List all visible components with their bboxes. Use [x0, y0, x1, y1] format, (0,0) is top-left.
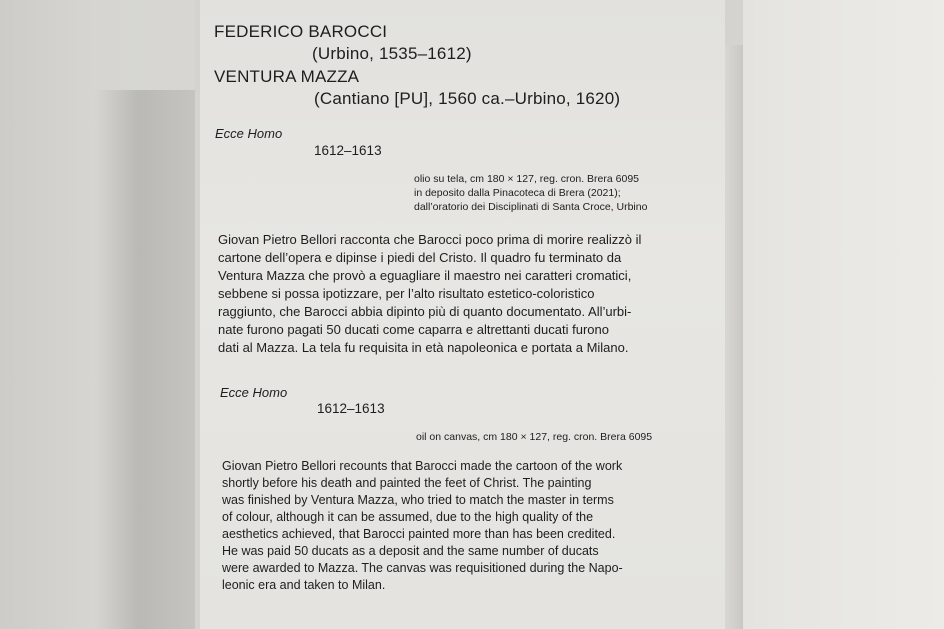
description-en [222, 458, 623, 594]
artwork-title-it: Ecce Homo [215, 126, 283, 141]
text-line-it: raggiunto, che Barocci abbia dipinto più di quanto documentato. All’urbi- [218, 304, 632, 319]
text-line-it: Ventura Mazza che provò a eguagliare il maestro nei caratteri cromatici, [218, 268, 632, 283]
text-line-it: cartone dell’opera e dipinse i piedi del Cristo. Il quadro fu terminato da [218, 250, 622, 265]
artwork-date-en: 1612–1613 [317, 401, 385, 416]
text-line-en: was finished by Ventura Mazza, who tried to match the master in terms [222, 493, 614, 507]
artwork-meta-en: oil on canvas, cm 180 × 127, reg. cron. Brera 6095 [416, 431, 653, 443]
label-panel-edge [725, 45, 743, 629]
text-line-en: aesthetics achieved, that Barocci painted more than has been credited. [222, 527, 616, 541]
text-line-en: He was paid 50 ducats as a deposit and the same number of ducats [222, 544, 599, 558]
meta-line-it: dall’oratorio dei Disciplinati di Santa Croce, Urbino [414, 201, 648, 213]
text-line-en: Giovan Pietro Bellori recounts that Barocci made the cartoon of the work [222, 459, 623, 473]
meta-line-it: in deposito dalla Pinacoteca di Brera (2021); [414, 187, 621, 199]
text-line-it: Giovan Pietro Bellori racconta che Barocci poco prima di morire realizzò il [218, 232, 642, 247]
text-line-en: of colour, although it can be assumed, due to the high quality of the [222, 510, 594, 524]
artist2-name: VENTURA MAZZA [214, 67, 360, 86]
description-it [218, 231, 641, 357]
text-line-en: were awarded to Mazza. The canvas was requisitioned during the Napo- [222, 561, 623, 575]
text-line-it: sebbene si possa ipotizzare, per l’alto risultato estetico-coloristico [218, 286, 595, 301]
artwork-meta-it [414, 172, 647, 214]
meta-line-it: olio su tela, cm 180 × 127, reg. cron. Brera 6095 [414, 173, 640, 185]
text-line-en: shortly before his death and painted the feet of Christ. The painting [222, 476, 592, 490]
text-line-it: dati al Mazza. La tela fu requisita in età napoleonica e portata a Milano. [218, 340, 629, 355]
wall-shadow [95, 90, 205, 629]
artist1-dates: (Urbino, 1535–1612) [312, 44, 472, 63]
artist1-name: FEDERICO BAROCCI [214, 22, 388, 41]
text-line-it: nate furono pagati 50 ducati come caparra e altrettanti ducati furono [218, 322, 609, 337]
artist2-dates: (Cantiano [PU], 1560 ca.–Urbino, 1620) [314, 89, 621, 108]
artwork-date-it: 1612–1613 [314, 143, 382, 158]
artwork-title-en: Ecce Homo [220, 385, 288, 400]
text-line-en: leonic era and taken to Milan. [222, 578, 386, 592]
